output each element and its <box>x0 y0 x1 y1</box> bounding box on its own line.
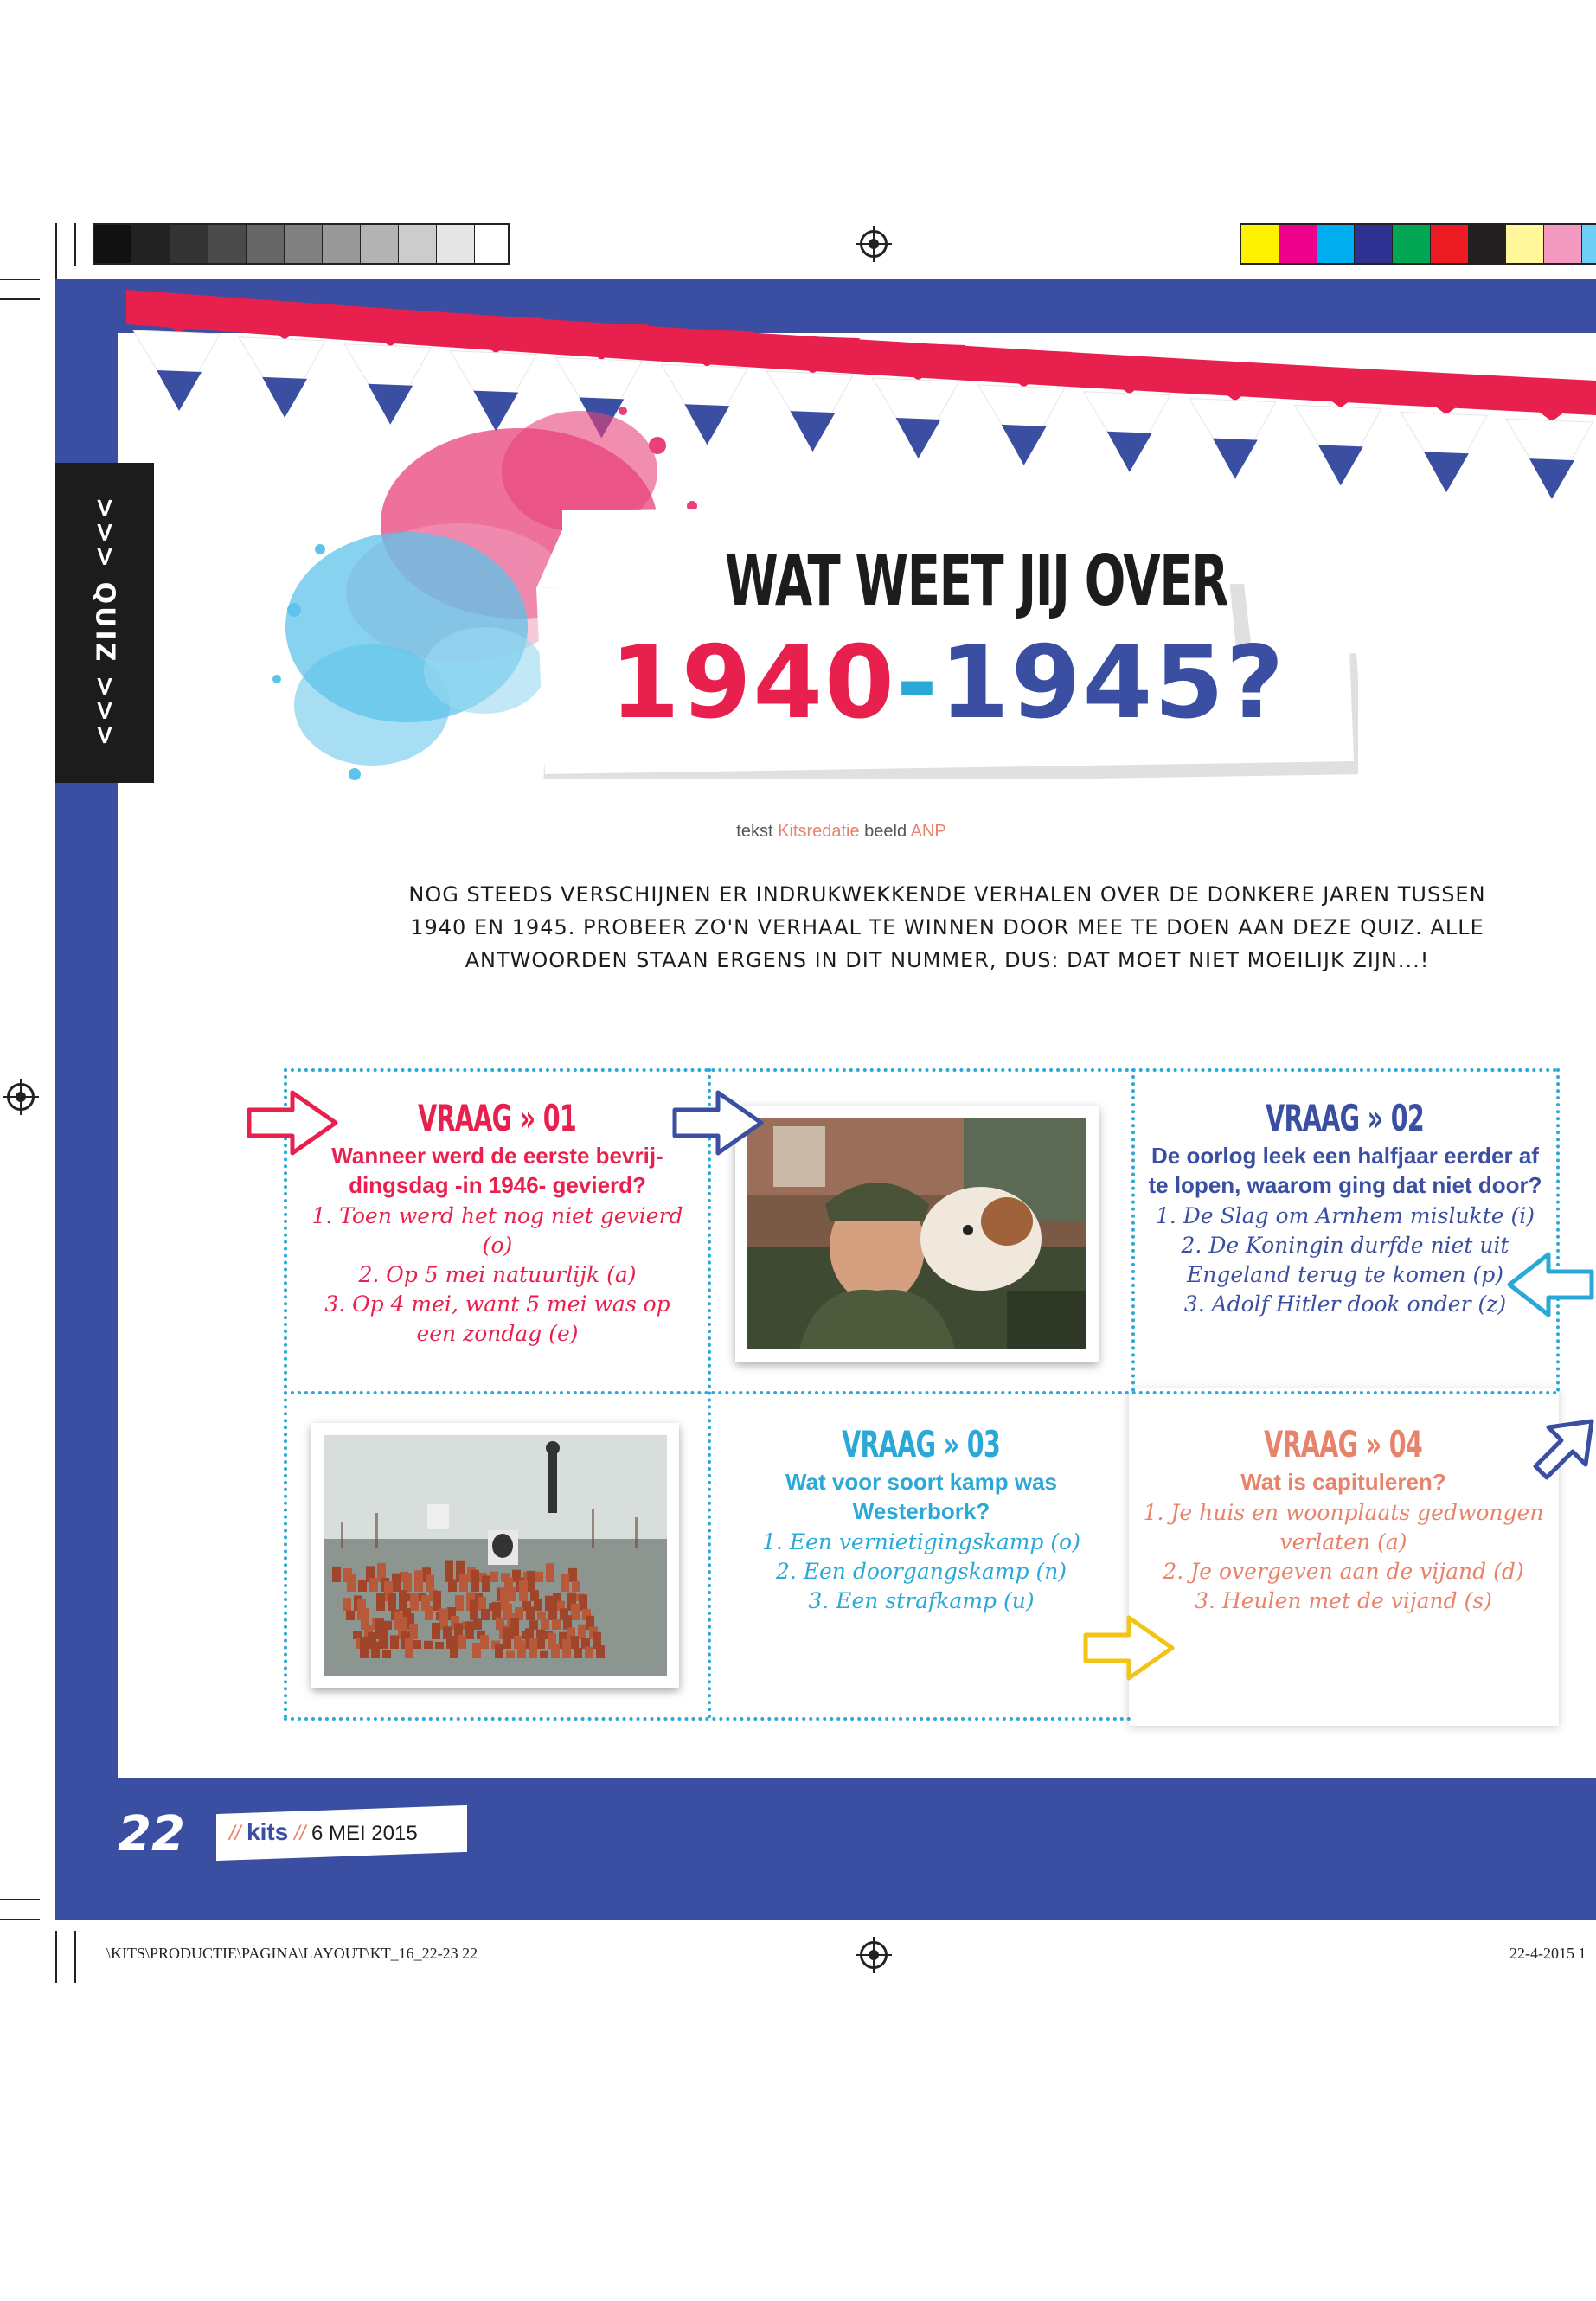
answer: 1. Toen werd het nog niet gevierd (o) <box>311 1203 683 1258</box>
slug-date: 22-4-2015 1 <box>1509 1945 1586 1962</box>
intro-text: NOG STEEDS VERSCHIJNEN ER INDRUKWEKKENDE VERHALEN OVER DE DONKERE JAREN TUSSEN 1940 EN 1945. PROBEER ZO'N VERHAAL TE WINNEN DOOR MEE TE DOEN AAN DEZE QUIZ. ALLE ANTWOORDEN STAAN ERGENS IN DIT NUMMER, DUS: DAT MOET NIET MOEILIJK ZIJN...! <box>408 882 1486 972</box>
title-line-1: WAT WEET JIJ OVER <box>725 541 1227 621</box>
memorial-stone <box>343 1598 351 1611</box>
crop-mark <box>0 1899 40 1900</box>
memorial-stone <box>478 1597 486 1611</box>
bunting-flag <box>1107 432 1152 472</box>
memorial-stone <box>332 1567 341 1582</box>
memorial-stone <box>572 1581 580 1592</box>
grid-line <box>284 1068 1558 1072</box>
soldier-photo-image <box>747 1118 1086 1349</box>
memorial-stone <box>392 1574 401 1592</box>
bunting-flag <box>790 411 835 452</box>
credits-line <box>0 822 1596 842</box>
memorial-stone <box>503 1627 511 1649</box>
question-1-answers <box>304 1202 690 1349</box>
memorial-stone <box>529 1620 538 1630</box>
memorial-stone <box>546 1563 554 1582</box>
grid-line <box>708 1068 711 1719</box>
memorial-stone <box>570 1636 579 1649</box>
memorial-stone <box>424 1641 433 1649</box>
quiz-tab-label: >>> QUIZ >>> <box>89 497 120 749</box>
memorial-stone <box>508 1587 516 1601</box>
memorial-stone <box>470 1600 478 1620</box>
bunting-flag <box>1213 439 1258 479</box>
memorial-stone <box>414 1570 423 1592</box>
grid-line <box>1556 1068 1560 1392</box>
memorial-stone <box>433 1591 441 1611</box>
memorial-stone <box>519 1580 528 1601</box>
crop-mark <box>0 1919 40 1920</box>
bunting-flag <box>1424 452 1469 492</box>
memorial-stone <box>495 1644 503 1658</box>
footer-slashes: // <box>229 1822 241 1845</box>
answer: 3. Adolf Hitler dook onder (z) <box>1183 1292 1507 1317</box>
grid-line <box>284 1068 287 1719</box>
memorial-stone <box>561 1574 569 1592</box>
memorial-stone <box>536 1630 545 1649</box>
question-3 <box>727 1423 1116 1616</box>
answer: 1. Je huis en woonplaats gedwongen verlaten (a) <box>1143 1500 1544 1554</box>
slug-file-path: \KITS\PRODUCTIE\PAGINA\LAYOUT\KT_16_22-23 22 <box>106 1945 478 1962</box>
credits-beeld-label: beeld <box>864 822 907 841</box>
arrow-icon <box>1081 1613 1176 1682</box>
arrow-icon <box>1527 1414 1596 1492</box>
question-2-text: De oorlog leek een halfjaar eerder af te lopen, waarom ging dat niet door? <box>1148 1143 1542 1198</box>
memorial-stone <box>448 1580 457 1592</box>
arrow-icon <box>670 1088 766 1157</box>
question-4-text: Wat is capituleren? <box>1240 1469 1446 1495</box>
memorial-stone <box>403 1573 412 1592</box>
memorial-stone <box>540 1651 548 1658</box>
memorial-stone <box>480 1635 489 1649</box>
page-number: 22 <box>118 1806 185 1862</box>
grayscale-color-bar <box>93 223 510 265</box>
question-2-answers <box>1146 1202 1544 1319</box>
memorial-stone <box>551 1644 560 1658</box>
memorial-stone <box>465 1621 474 1639</box>
registration-mark <box>7 1083 35 1111</box>
memorial-stone <box>568 1568 577 1582</box>
crop-mark <box>55 223 57 279</box>
question-2 <box>1146 1097 1544 1319</box>
answer: 3. Een strafkamp (u) <box>808 1588 1035 1613</box>
process-color-bar <box>1240 223 1596 265</box>
photo-westerbork-memorial <box>311 1423 679 1688</box>
memorial-stone <box>585 1647 593 1658</box>
grid-line <box>284 1391 1558 1394</box>
footer-slashes: // <box>293 1822 306 1845</box>
memorial-stone <box>405 1638 413 1658</box>
bunting-flag <box>1529 458 1574 499</box>
memorial-stone <box>574 1648 582 1658</box>
memorial-stone <box>376 1593 385 1611</box>
memorial-stone <box>409 1624 418 1639</box>
memorial-stone <box>435 1642 444 1649</box>
question-1 <box>304 1097 690 1349</box>
answer: 1. De Slag om Arnhem mislukte (i) <box>1156 1203 1535 1228</box>
memorial-stone <box>571 1604 580 1620</box>
crop-mark <box>74 223 76 266</box>
footer-magazine-name: kits <box>247 1818 289 1845</box>
memorial-stone <box>347 1574 356 1592</box>
memorial-stone <box>472 1643 481 1658</box>
memorial-stone <box>490 1572 498 1582</box>
memorial-photo-image <box>324 1435 667 1676</box>
footer-magazine-line <box>229 1818 418 1846</box>
bunting-flag <box>896 418 941 458</box>
memorial-stone <box>425 1606 433 1620</box>
memorial-stone <box>450 1636 458 1658</box>
memorial-stone <box>455 1595 464 1611</box>
memorial-stone <box>534 1599 542 1611</box>
memorial-stone <box>410 1593 419 1611</box>
question-2-heading: VRAAG » 02 <box>1266 1097 1425 1139</box>
title-dash: - <box>895 625 940 741</box>
question-3-text: Wat voor soort kamp was Westerbork? <box>785 1469 1057 1524</box>
memorial-stone <box>517 1641 526 1658</box>
memorial-stone <box>552 1619 561 1630</box>
bunting-flag <box>1002 425 1047 465</box>
memorial-stone <box>439 1608 448 1630</box>
memorial-stone <box>346 1611 355 1620</box>
memorial-stone <box>506 1650 515 1658</box>
crop-mark <box>0 279 40 280</box>
answer: 2. Op 5 mei natuurlijk (a) <box>358 1262 637 1287</box>
credits-beeld-value: ANP <box>910 822 946 841</box>
memorial-stone <box>390 1635 399 1649</box>
question-3-answers <box>727 1528 1116 1616</box>
memorial-stone <box>432 1623 440 1639</box>
memorial-stone <box>541 1619 549 1630</box>
crop-mark <box>55 1931 57 1983</box>
answer: 3. Op 4 mei, want 5 mei was op een zondag (e) <box>324 1292 670 1346</box>
memorial-stone <box>369 1578 378 1592</box>
memorial-stone <box>473 1619 482 1630</box>
credits-tekst-value: Kitsredatie <box>778 822 860 841</box>
memorial-stone <box>527 1571 535 1592</box>
memorial-stone <box>482 1575 490 1592</box>
arrow-icon <box>1505 1250 1596 1319</box>
quiz-section-tab <box>55 463 154 783</box>
memorial-stone <box>358 1580 367 1592</box>
memorial-stone <box>526 1607 535 1620</box>
memorial-stone <box>371 1642 380 1658</box>
arrow-icon <box>245 1088 340 1157</box>
memorial-stone <box>529 1638 537 1658</box>
registration-mark <box>860 230 888 258</box>
answer: 2. Een doorgangskamp (n) <box>775 1559 1067 1584</box>
memorial-stone <box>471 1570 479 1592</box>
memorial-stone <box>413 1640 421 1649</box>
credits-tekst-label: tekst <box>736 822 773 841</box>
answer: 2. Je overgeven aan de vijand (d) <box>1163 1559 1524 1584</box>
crop-mark <box>74 1931 76 1983</box>
question-1-heading: VRAAG » 01 <box>418 1097 577 1139</box>
question-4-heading: VRAAG » 04 <box>1264 1423 1423 1465</box>
grid-line <box>1131 1068 1135 1392</box>
memorial-stone <box>548 1599 557 1620</box>
memorial-stone <box>399 1590 407 1611</box>
memorial-stone <box>379 1628 388 1649</box>
question-1-text: Wanneer werd de eerste bevrij-dingsdag -in 1946- gevierd? <box>331 1143 663 1198</box>
memorial-stone <box>596 1645 605 1658</box>
answer: 3. Heulen met de vijand (s) <box>1195 1588 1492 1613</box>
answer: 1. Een vernietigingskamp (o) <box>762 1529 1080 1554</box>
memorial-stone <box>360 1637 369 1658</box>
bunting-flag <box>157 370 202 411</box>
memorial-stone <box>579 1594 587 1611</box>
answer: 2. De Koningin durfde niet uit Engeland terug te komen (p) <box>1181 1233 1509 1287</box>
photo-soldier-with-dog <box>735 1106 1099 1362</box>
memorial-stone <box>535 1572 543 1582</box>
question-4-answers <box>1140 1498 1547 1616</box>
registration-mark <box>860 1941 888 1969</box>
footer-date: 6 MEI 2015 <box>311 1822 418 1845</box>
memorial-stone <box>537 1612 546 1620</box>
title-year-end: 1945? <box>939 625 1286 741</box>
question-4 <box>1140 1423 1547 1616</box>
memorial-stone <box>562 1639 571 1658</box>
memorial-stone <box>426 1574 434 1592</box>
memorial-stone <box>445 1561 453 1582</box>
memorial-stone <box>388 1593 396 1611</box>
question-3-heading: VRAAG » 03 <box>842 1423 1001 1465</box>
crop-mark <box>0 298 40 300</box>
memorial-stone <box>458 1635 466 1649</box>
bunting-flag <box>1318 445 1363 485</box>
memorial-stone <box>459 1574 468 1592</box>
title-year-start: 1940 <box>610 625 896 741</box>
memorial-stone <box>578 1625 586 1639</box>
memorial-stone <box>481 1609 490 1620</box>
title-years <box>610 625 1285 741</box>
memorial-stone <box>382 1650 391 1658</box>
